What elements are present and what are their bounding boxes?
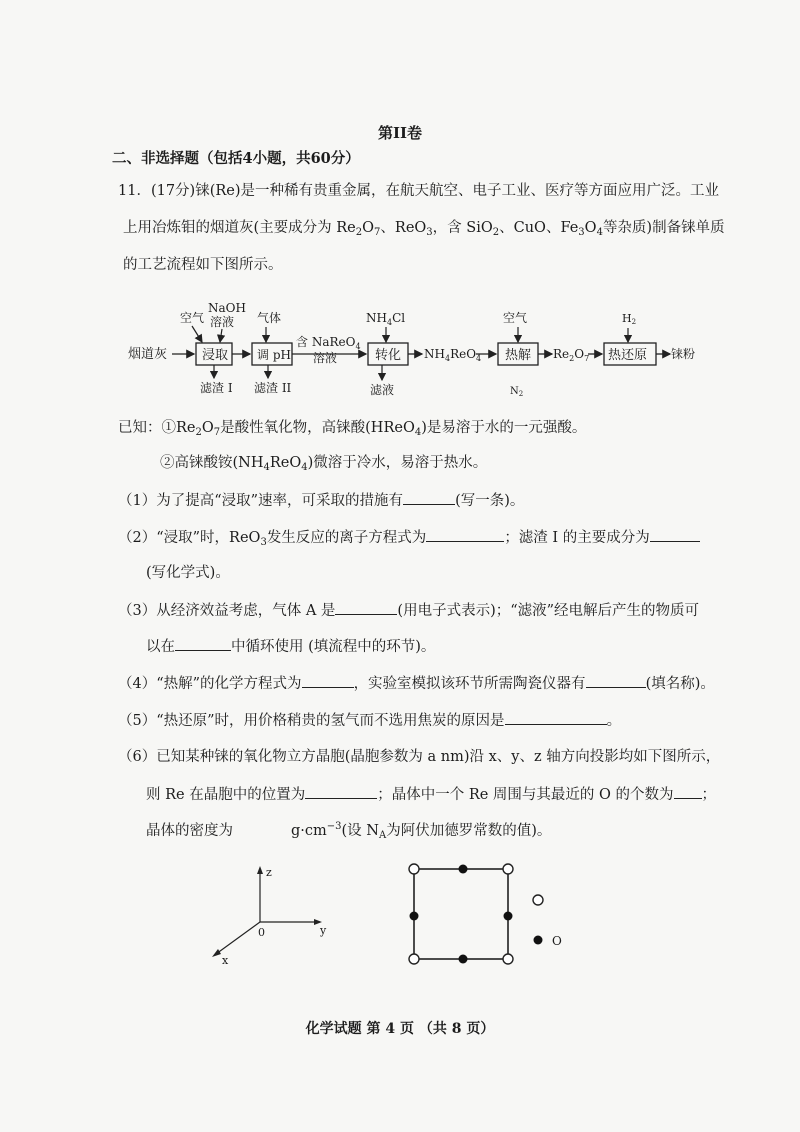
box-conversion-label: 转化 — [375, 348, 402, 363]
x-axis — [216, 922, 260, 954]
leach-input-air: 空气 — [180, 311, 205, 325]
conv-output: 滤液 — [370, 383, 395, 397]
mid-re2o7: $Re_2O_7$ — [553, 347, 590, 363]
ph-output: 滤渣 II — [254, 381, 292, 395]
corner-atom — [503, 864, 513, 874]
edge-atom — [459, 955, 468, 964]
edge-atom — [410, 912, 419, 921]
axis-x-label: x — [222, 954, 229, 967]
edge-atom — [504, 912, 513, 921]
pyro-input-air: 空气 — [503, 311, 528, 325]
conv-input-nh4cl: $NH_4Cl$ — [366, 311, 406, 327]
known-item2: ②高铼酸铵$(NH_4ReO_4)$微溶于冷水，易溶于热水。 — [160, 455, 488, 473]
subquestion-3: （3）从经济效益考虑，气体 A 是 (用电子式表示)；“滤液”经电解后产生的物质可 — [118, 600, 699, 621]
corner-atom — [409, 954, 419, 964]
subquestion-1: （1）为了提高“浸取”速率，可采取的措施有 (写一条)。 — [118, 490, 524, 511]
box-thermal-reduction-label: 热还原 — [608, 348, 648, 363]
volume-title: 第II卷 — [377, 124, 423, 142]
mid-solution: 溶液 — [313, 351, 338, 365]
subquestion-4: （4）“热解”的化学方程式为 ，实验室模拟该环节所需陶瓷仪器有 (填名称)。 — [118, 673, 715, 694]
question-intro-line1: 11．(17分)铼(Re)是一种稀有贵重金属，在航天航空、电子工业、医疗等方面应用广泛。工业 — [118, 183, 720, 199]
subquestion-5: （5）“热还原”时，用价格稍贵的氢气而不选用焦炭的原因是 。 — [118, 710, 621, 731]
mid-nh4reo4: $NH_4ReO_4$ — [424, 347, 482, 363]
pyro-output-n2: $N_2$ — [510, 386, 524, 398]
subquestion-6-line3: 晶体的密度为 $g\cdot cm^{-3}$(设 $N_A$为阿伏加德罗常数的值)。 — [146, 821, 552, 841]
known-item1: 已知：$①Re_2O_7$是酸性氧化物，高铼酸(HReO$_4$)是易溶于水的一元强酸。 — [118, 420, 587, 438]
mid-naReO4: 含 NaReO$_4$ — [296, 335, 361, 351]
ph-input-gas: 气体 — [257, 311, 282, 325]
subquestion-2-cont: (写化学式)。 — [146, 565, 230, 581]
coordinate-axes — [200, 858, 340, 968]
crystal-projection — [400, 858, 580, 970]
subquestion-6: （6）已知某种铼的氧化物立方晶胞(晶胞参数为 a nm)沿 x、y、z 轴方向投影均如下图所示， — [118, 749, 721, 765]
edge-atom — [459, 865, 468, 874]
subquestion-6-line2: 则 Re 在晶胞中的位置为 ；晶体中一个 Re 周围与其最近的 O 的个数为 ； — [146, 784, 716, 805]
legend-filled-circle — [534, 936, 543, 945]
subquestion-3-cont: 以在 中循环使用 (填流程中的环节)。 — [146, 636, 435, 657]
question-intro-line2: 上用冶炼钼的烟道灰(主要成分为 $Re_2O_7$、ReO$_3$，含 SiO$_2$、CuO、$Fe_3O_4$等杂质)制备铼单质 — [123, 220, 725, 238]
unit-cell-square — [414, 869, 508, 959]
axis-z-label: z — [266, 866, 272, 879]
box-adjust-ph-label: 调 pH — [257, 348, 291, 362]
box-pyrolysis-label: 热解 — [505, 348, 532, 363]
subquestion-2: （2）“浸取”时，ReO$_3$发生反应的离子方程式为 ；滤渣 I 的主要成分为 — [118, 527, 700, 548]
leach-output: 滤渣 I — [200, 381, 233, 395]
legend-open-circle — [533, 895, 543, 905]
leach-input-naoh2: 溶液 — [210, 315, 235, 329]
question-intro-line3: 的工艺流程如下图所示。 — [123, 257, 283, 273]
flow-end: 铼粉 — [671, 347, 696, 361]
box-leaching-label: 浸取 — [202, 348, 229, 363]
process-flowchart — [120, 300, 700, 405]
corner-atom — [503, 954, 513, 964]
axis-y-label: y — [320, 924, 327, 937]
corner-atom — [409, 864, 419, 874]
legend-o-label: O — [552, 934, 562, 948]
red-input-h2: H2 — [622, 312, 637, 326]
leach-input-naoh: NaOH — [208, 301, 246, 315]
page-footer: 化学试题 第 4 页 （共 8 页） — [305, 1021, 495, 1037]
flow-start: 烟道灰 — [128, 347, 168, 362]
section-heading: 二、非选择题（包括4小题，共60分） — [112, 150, 360, 167]
axis-origin-label: 0 — [258, 926, 265, 939]
